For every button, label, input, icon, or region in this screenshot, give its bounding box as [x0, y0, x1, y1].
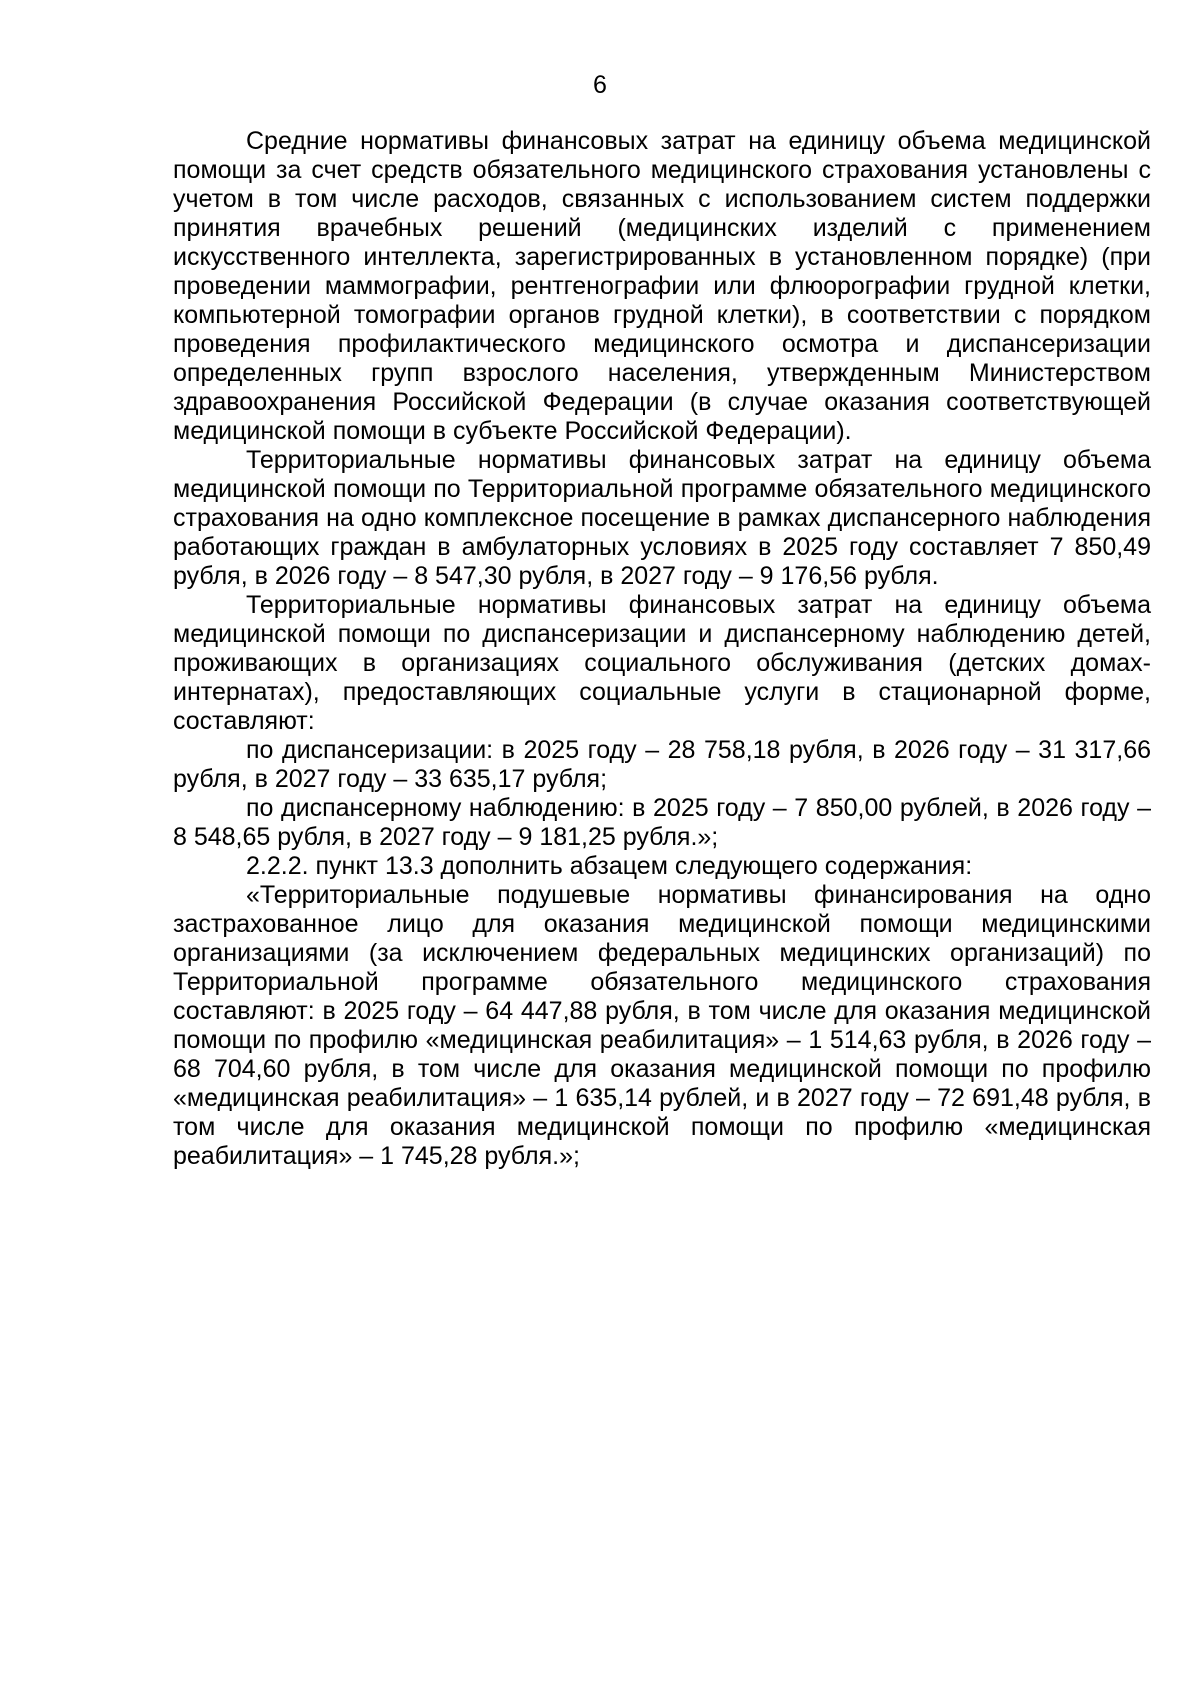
page-number: 6 — [593, 71, 607, 99]
document-body — [173, 127, 1151, 1171]
paragraph-average-norms: Средние нормативы финансовых затрат на единицу объема медицинской помощи за счет средств обязательного медицинского страхования установлены с учетом в том числе расходов, связанных с использованием систем поддержки принятия врачебных решений (медицинских изделий с применением искусственного интеллекта, зарегистрированных в установленном порядке) (при проведении маммографии, рентгенографии или флюорографии грудной клетки, компьютерной томографии органов грудной клетки), в соответствии с порядком проведения профилактического медицинского осмотра и диспансеризации определенных групп взрослого населения, утвержденным Министерством здравоохранения Российской Федерации (в случае оказания соответствующей медицинской помощи в субъекте Российской Федерации). — [173, 127, 1151, 445]
paragraph-dispensary-observation-workers: Территориальные нормативы финансовых затрат на единицу объема медицинской помощи по Территориальной программе обязательного медицинского страхования на одно комплексное посещение в рамках диспансерного наблюдения работающих граждан в амбулаторных условиях в 2025 году составляет 7 850,49 рубля, в 2026 году – 8 547,30 рубля, в 2027 году – 9 176,56 рубля. — [173, 446, 1151, 590]
paragraph-children-norms-intro: Территориальные нормативы финансовых затрат на единицу объема медицинской помощи по диспансеризации и диспансерному наблюдению детей, проживающих в организациях социального обслуживания (детских домах-интернатах), предоставляющих социальные услуги в стационарной форме, составляют: — [173, 591, 1151, 735]
paragraph-amendment-13-3: 2.2.2. пункт 13.3 дополнить абзацем следующего содержания: — [246, 852, 973, 880]
paragraph-dispensarization-costs: по диспансеризации: в 2025 году – 28 758,18 рубля, в 2026 году – 31 317,66 рубля, в 2027 году – 33 635,17 рубля; — [173, 736, 1151, 793]
paragraph-per-capita-norms: «Территориальные подушевые нормативы финансирования на одно застрахованное лицо для оказания медицинской помощи медицинскими организациями (за исключением федеральных медицинских организаций) по Территориальной программе обязательного медицинского страхования составляют: в 2025 году – 64 447,88 рубля, в том числе для оказания медицинской помощи по профилю «медицинская реабилитация» – 1 514,63 рубля, в 2026 году – 68 704,60 рубля, в том числе для оказания медицинской помощи по профилю «медицинская реабилитация» – 1 635,14 рублей, и в 2027 году – 72 691,48 рубля, в том числе для оказания медицинской помощи по профилю «медицинская реабилитация» – 1 745,28 рубля.»; — [173, 881, 1151, 1170]
paragraph-dispensary-observation-costs: по диспансерному наблюдению: в 2025 году – 7 850,00 рублей, в 2026 году – 8 548,65 рубля, в 2027 году – 9 181,25 рубля.»; — [173, 794, 1151, 851]
